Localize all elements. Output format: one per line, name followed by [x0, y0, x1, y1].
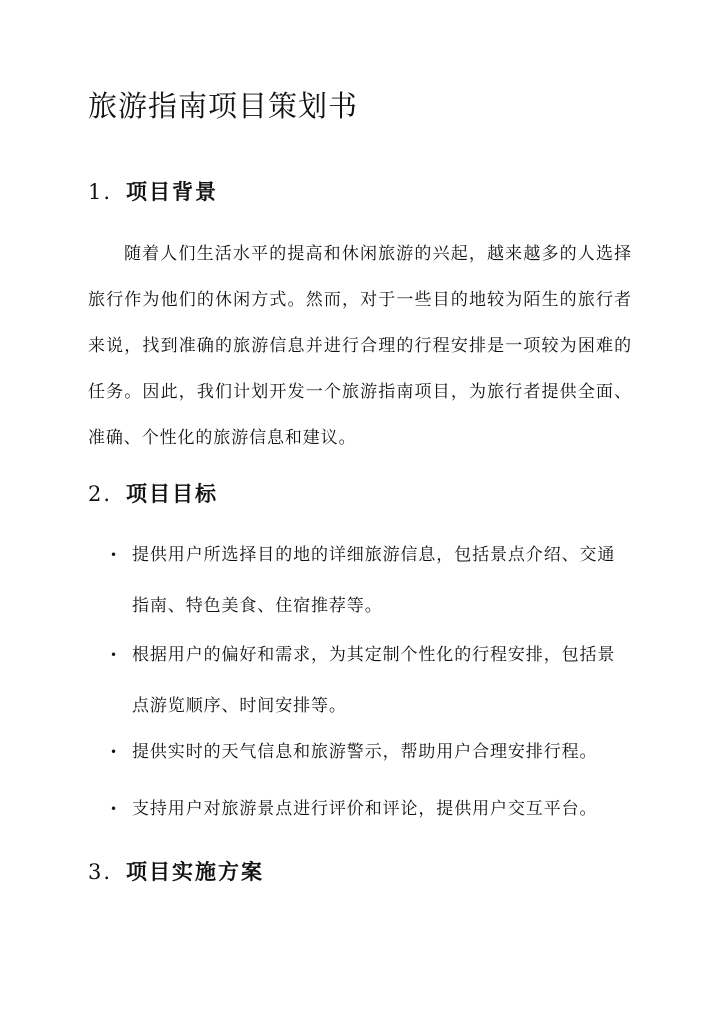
list-item-text: 支持用户对旅游景点进行评价和评论，提供用户交互平台。	[132, 799, 598, 819]
section-number: 3.	[88, 860, 113, 884]
section-number: 1.	[88, 180, 113, 204]
section-heading-implementation	[88, 856, 264, 886]
section-title: 项目背景	[126, 179, 218, 204]
bullet-icon: •	[110, 548, 118, 562]
section-number: 2.	[88, 482, 113, 506]
list-item-text: 根据用户的偏好和需求，为其定制个性化的行程安排，包括景点游览顺序、时间安排等。	[132, 645, 616, 716]
background-paragraph: 随着人们生活水平的提高和休闲旅游的兴起，越来越多的人选择旅行作为他们的休闲方式。然而，对于一些目的地较为陌生的旅行者来说，找到准确的旅游信息并进行合理的行程安排是一项较为困难的任务。因此，我们计划开发一个旅游指南项目，为旅行者提供全面、准确、个性化的旅游信息和建议。	[88, 244, 632, 448]
list-item	[110, 530, 622, 632]
section-heading-background	[88, 176, 218, 206]
document-title: 旅游指南项目策划书	[88, 89, 359, 123]
list-item-text: 提供实时的天气信息和旅游警示，帮助用户合理安排行程。	[132, 742, 598, 762]
section-title: 项目实施方案	[126, 859, 264, 884]
section-title: 项目目标	[126, 481, 218, 506]
list-item	[110, 727, 622, 778]
list-item	[110, 630, 622, 732]
list-item	[110, 784, 622, 835]
bullet-icon: •	[110, 802, 118, 816]
bullet-icon: •	[110, 648, 118, 662]
list-item-text: 提供用户所选择目的地的详细旅游信息，包括景点介绍、交通指南、特色美食、住宿推荐等。	[132, 545, 616, 616]
bullet-icon: •	[110, 745, 118, 759]
section-heading-goals	[88, 478, 218, 508]
